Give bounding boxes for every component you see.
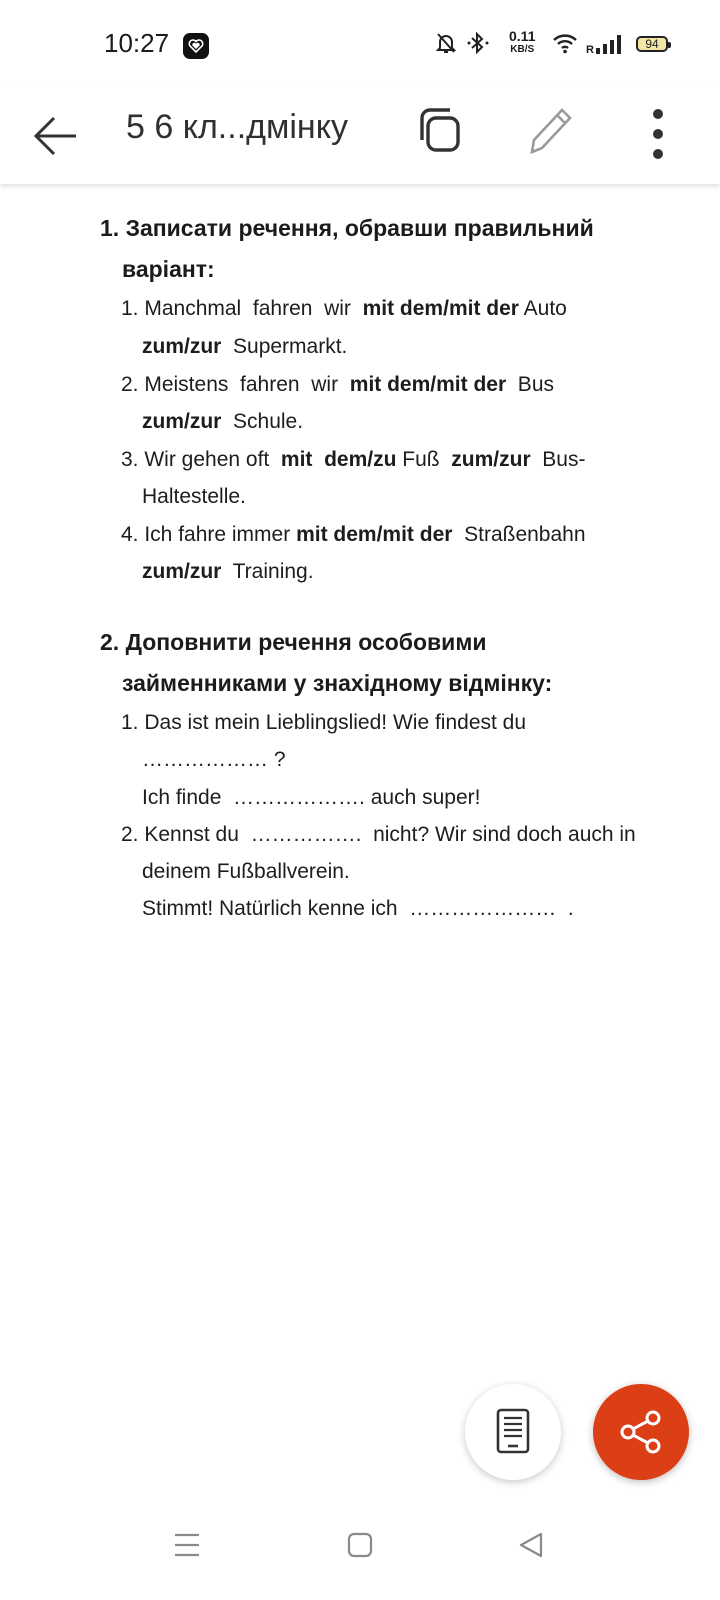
- roaming-indicator: R: [586, 44, 594, 56]
- task1-item-2-line1: 2. Meistens fahren wir mit dem/mit der Bus: [121, 373, 554, 396]
- back-arrow-icon[interactable]: [30, 112, 82, 160]
- task1-heading: 1. Записати речення, обравши правильний варіант:: [100, 215, 594, 282]
- task1-item-4-line1: 4. Ich fahre immer mit dem/mit der Straßenbahn: [121, 523, 586, 546]
- copy-icon[interactable]: [418, 106, 464, 156]
- recent-apps-icon[interactable]: [174, 1532, 200, 1558]
- network-speed: 0.11 KB/S: [509, 28, 536, 55]
- wifi-icon: [552, 32, 578, 54]
- app-notification-icon: [183, 33, 209, 59]
- signal-icon: [596, 34, 624, 54]
- task2-line-1: 1. Das ist mein Lieblingslied! Wie findest du: [121, 711, 527, 734]
- task1-item-4-line2: zum/zur Training.: [142, 560, 314, 583]
- task1-item-2-line2: zum/zur Schule.: [142, 410, 304, 433]
- task2-heading: 2. Доповнити речення особовими займенниками у знахідному відмінку:: [100, 629, 553, 696]
- task2-line-5: deinem Fußballverein.: [142, 860, 350, 883]
- task1-item-1-line1: 1. Manchmal fahren wir mit dem/mit der Auto: [121, 297, 567, 320]
- clock: 10:27: [104, 28, 170, 58]
- back-nav-icon[interactable]: [518, 1532, 544, 1558]
- system-nav-bar: [0, 1522, 720, 1600]
- task1-item-3-line1: 3. Wir gehen oft mit dem/zu Fuß zum/zur Bus-: [121, 448, 586, 471]
- reading-view-icon: [495, 1408, 531, 1454]
- app-bar: [0, 88, 720, 184]
- document-title: 5 6 кл...дмінку: [126, 108, 348, 146]
- task1-item-1-line2: zum/zur Supermarkt.: [142, 335, 348, 358]
- task2-line-3: Ich finde ………………. auch super!: [142, 786, 481, 809]
- status-bar: [0, 0, 720, 88]
- share-button[interactable]: [593, 1384, 689, 1480]
- home-icon[interactable]: [347, 1532, 373, 1558]
- mute-bell-icon: [436, 32, 456, 54]
- battery-indicator: 94: [636, 36, 668, 52]
- reading-mode-button[interactable]: [465, 1384, 561, 1480]
- task2-line-6: Stimmt! Natürlich kenne ich ………………… .: [142, 897, 574, 920]
- task2-line-4: 2. Kennst du ……………. nicht? Wir sind doch auch in: [121, 823, 636, 846]
- task2-line-2: ……………… ?: [142, 748, 286, 771]
- task1-item-3-line2: Haltestelle.: [142, 485, 246, 508]
- more-options-icon[interactable]: [640, 106, 676, 162]
- bluetooth-icon: [466, 32, 490, 54]
- share-icon: [619, 1410, 663, 1454]
- edit-pencil-icon[interactable]: [524, 102, 574, 158]
